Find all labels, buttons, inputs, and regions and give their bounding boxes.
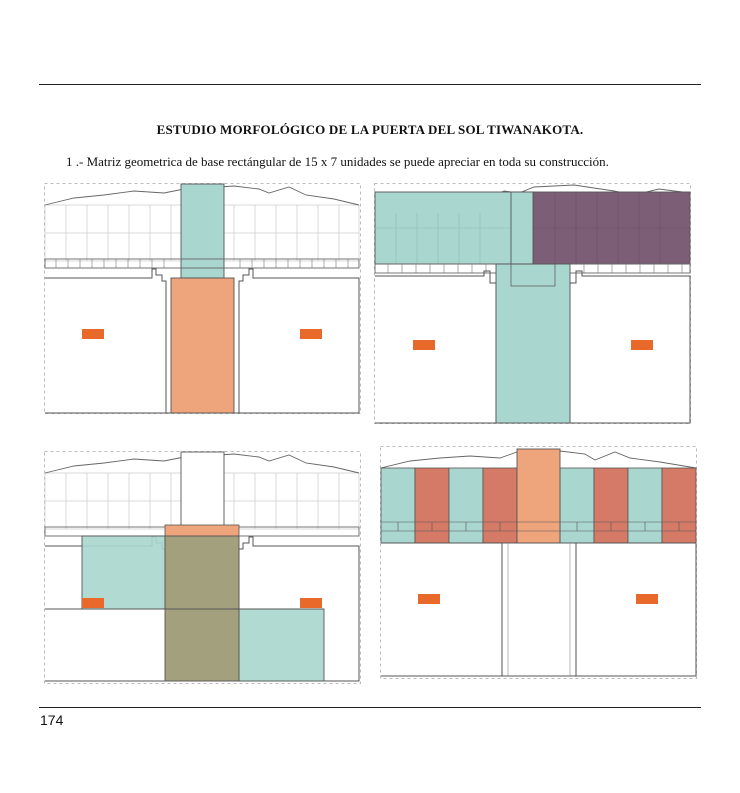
figure-caption: 1 .- Matriz geometrica de base rectángular de 15 x 7 unidades se puede apreciar en toda su construcción. [66,154,609,169]
bottom-rule [39,707,701,708]
figure-panel-3 [44,451,362,685]
gate-drawing-4 [380,446,698,680]
top-rule [39,84,701,85]
figure-panel-4 [380,446,698,680]
page-title: ESTUDIO MORFOLÓGICO DE LA PUERTA DEL SOL TIWANAKOTA. [156,122,584,137]
figure-panel-1 [44,183,362,415]
gate-drawing-2 [374,183,692,425]
page-number: 174 [40,712,64,728]
gate-drawing-1 [44,183,362,415]
gate-drawing-3 [44,451,362,685]
figure-panel-2 [374,183,692,425]
